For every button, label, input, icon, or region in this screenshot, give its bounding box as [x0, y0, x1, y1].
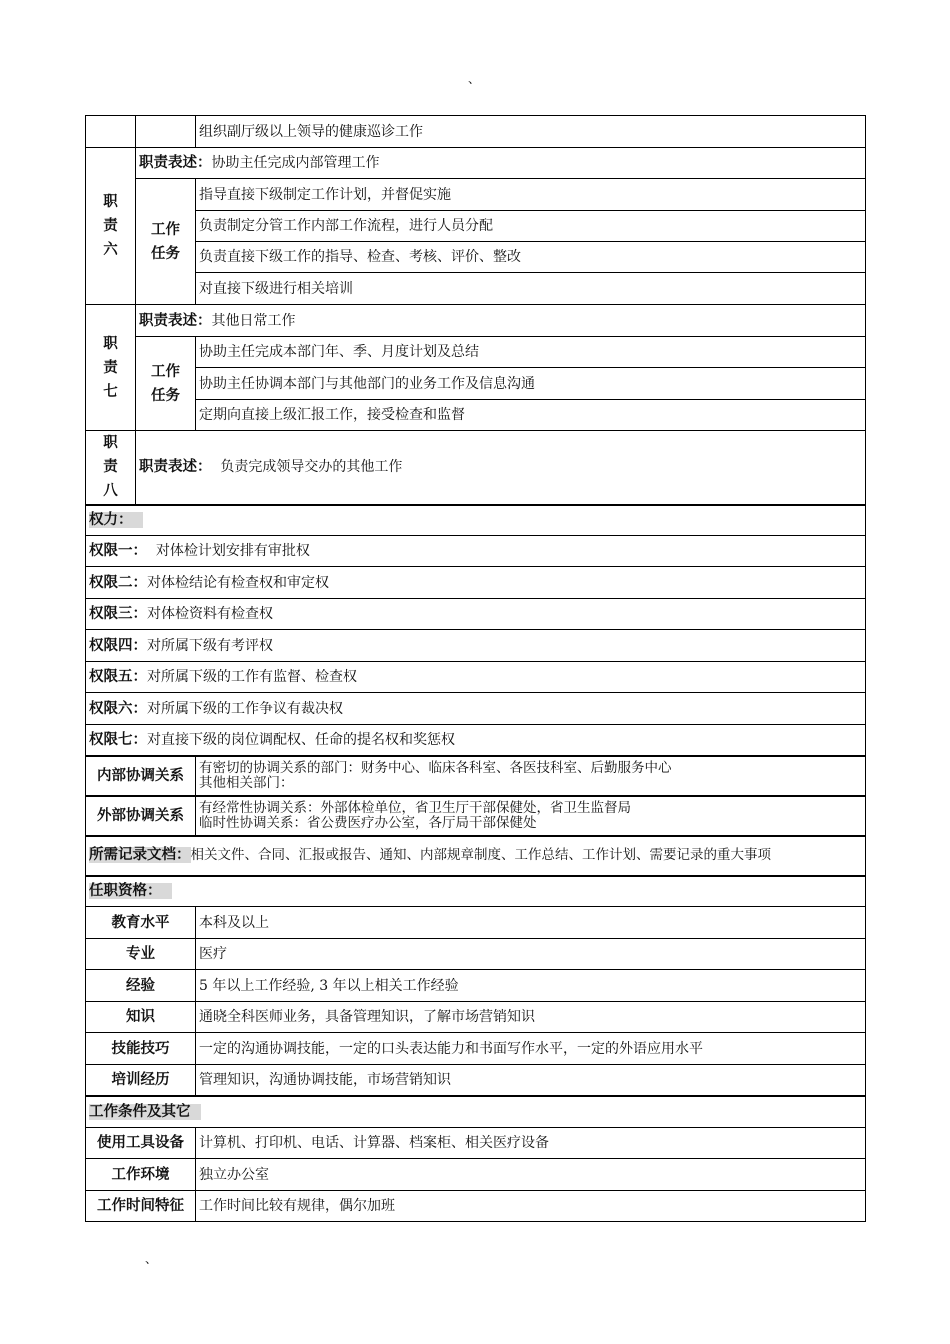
task-text: 协助主任完成本部门年、季、月度计划及总结 [196, 337, 866, 368]
duty7-title: 职 责 七 [86, 305, 136, 431]
task-text: 组织副厅级以上领导的健康巡诊工作 [196, 116, 866, 148]
task-text: 负责制定分管工作内部工作流程，进行人员分配 [196, 211, 866, 242]
authority-row: 权限三：对体检资料有检查权 [86, 599, 866, 630]
qualification-header-row [86, 876, 866, 907]
duty8-title: 职 责 八 [86, 431, 136, 505]
authority-row: 权限六：对所属下级的工作争议有裁决权 [86, 693, 866, 725]
section-heading: 任职资格： [89, 883, 172, 899]
internal-coordination-row: 内部协调关系 有密切的协调关系的部门：财务中心、临床各科室、各医技科室、后勤服务中心 其他相关部门： [86, 756, 866, 796]
records-text: 相关文件、合同、汇报或报告、通知、内部规章制度、工作总结、工作计划、需要记录的重大事项 [190, 847, 771, 863]
records-row [86, 836, 866, 876]
external-coordination-row: 外部协调关系 有经常性协调关系：外部体检单位，省卫生厅干部保健处，省卫生监督局 临时性协调关系：省公费医疗办公室，各厅局干部保健处 [86, 796, 866, 836]
duty6-statement-row [86, 148, 866, 179]
bottom-mark: 、 [145, 1252, 158, 1266]
duty7-task-label: 工作 任务 [136, 337, 196, 431]
conditions-row: 使用工具设备 计算机、打印机、电话、计算器、档案柜、相关医疗设备 [86, 1128, 866, 1159]
duty8-statement: 职责表述： 负责完成领导交办的其他工作 [136, 431, 866, 505]
authority-row: 权限五：对所属下级的工作有监督、检查权 [86, 662, 866, 693]
duty8-row [86, 431, 866, 505]
duty6-task-label: 工作 任务 [136, 179, 196, 305]
authority-row: 权限七：对直接下级的岗位调配权、任命的提名权和奖惩权 [86, 725, 866, 756]
top-mark: 、 [468, 72, 481, 86]
records-label: 所需记录文档： [89, 847, 191, 863]
authority-row: 权限一： 对体检计划安排有审批权 [86, 536, 866, 567]
qualification-row: 专业 医疗 [86, 939, 866, 970]
continuation-row [86, 116, 866, 148]
qualification-row: 知识 通晓全科医师业务，具备管理知识，了解市场营销知识 [86, 1002, 866, 1033]
conditions-row: 工作环境 独立办公室 [86, 1159, 866, 1191]
section-heading: 权力： [89, 512, 143, 528]
authority-row: 权限二：对体检结论有检查权和审定权 [86, 567, 866, 599]
internal-label: 内部协调关系 [86, 756, 196, 796]
external-label: 外部协调关系 [86, 796, 196, 836]
task-text: 定期向直接上级汇报工作，接受检查和监督 [196, 400, 866, 431]
qualification-row: 教育水平 本科及以上 [86, 907, 866, 939]
task-text: 指导直接下级制定工作计划，并督促实施 [196, 179, 866, 211]
task-text: 负责直接下级工作的指导、检查、考核、评价、整改 [196, 242, 866, 273]
task-text: 对直接下级进行相关培训 [196, 273, 866, 305]
duty7-statement: 职责表述：其他日常工作 [136, 305, 866, 337]
duty6-statement: 职责表述：协助主任完成内部管理工作 [136, 148, 866, 179]
job-description-table [85, 115, 865, 1222]
conditions-header-row [86, 1096, 866, 1128]
conditions-row: 工作时间特征 工作时间比较有规律，偶尔加班 [86, 1191, 866, 1222]
qualification-row: 技能技巧 一定的沟通协调技能，一定的口头表达能力和书面写作水平，一定的外语应用水平 [86, 1033, 866, 1065]
section-heading: 工作条件及其它 [89, 1104, 201, 1120]
qualification-row: 培训经历 管理知识，沟通协调技能，市场营销知识 [86, 1065, 866, 1096]
authority-header-row [86, 505, 866, 536]
task-text: 协助主任协调本部门与其他部门的业务工作及信息沟通 [196, 368, 866, 400]
duty7-statement-row [86, 305, 866, 337]
qualification-row: 经验 5 年以上工作经验, 3 年以上相关工作经验 [86, 970, 866, 1002]
duty6-title: 职 责 六 [86, 148, 136, 305]
authority-row: 权限四：对所属下级有考评权 [86, 630, 866, 662]
